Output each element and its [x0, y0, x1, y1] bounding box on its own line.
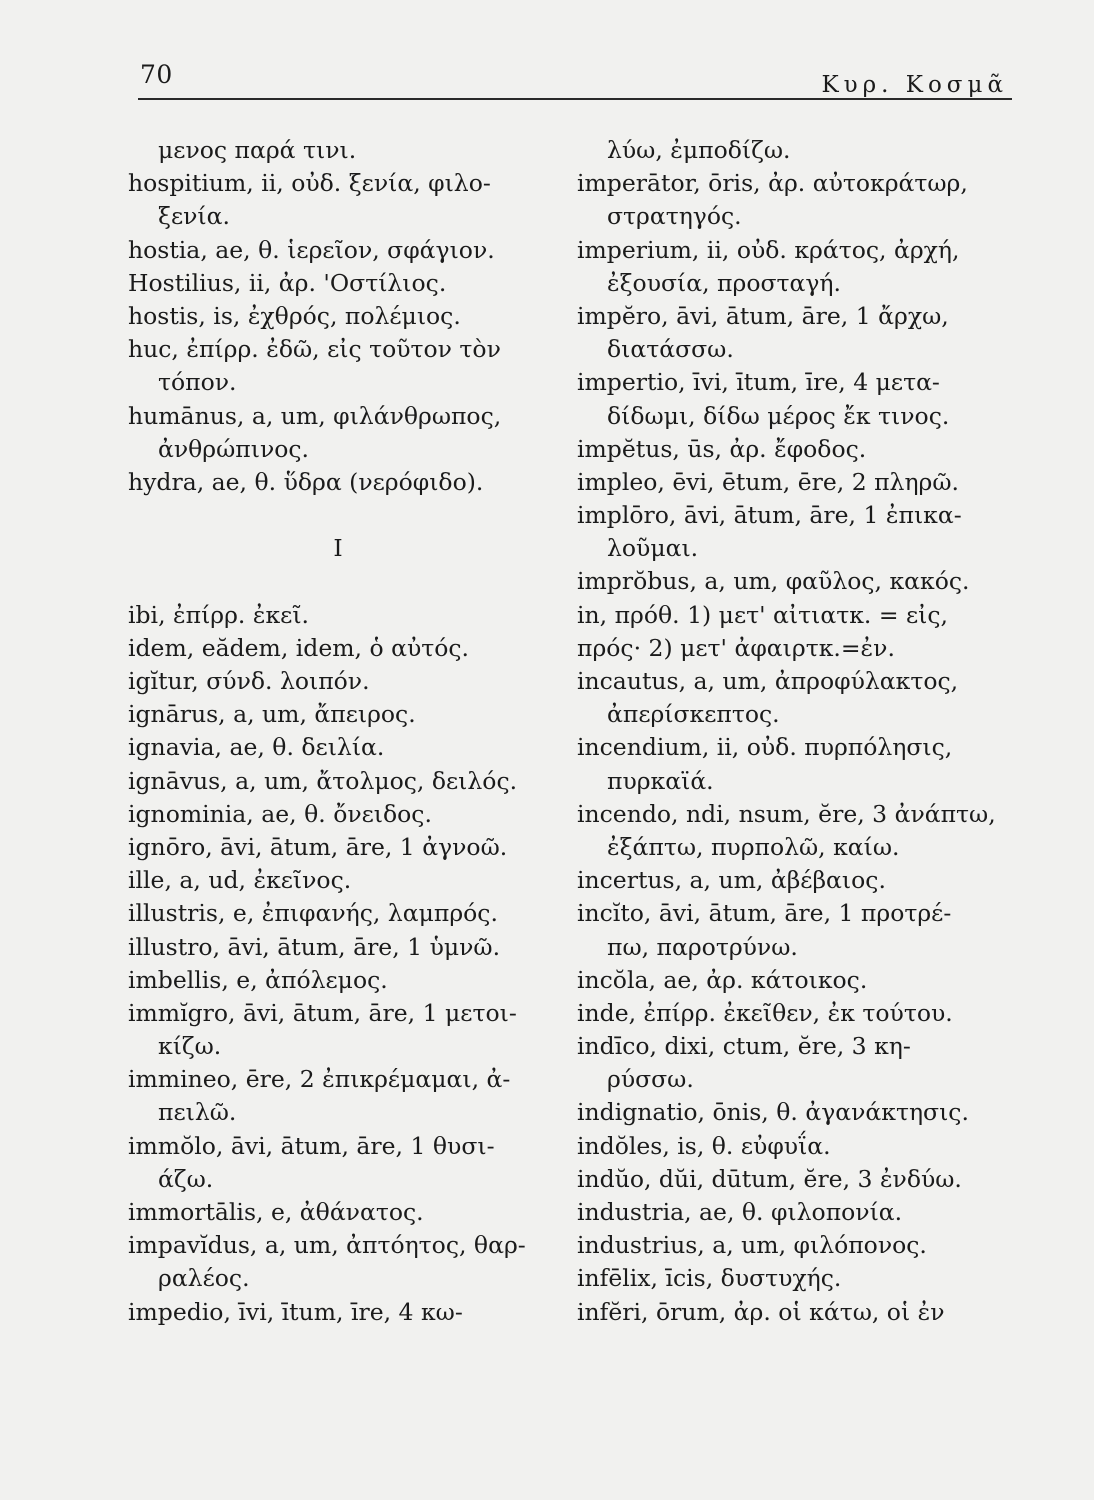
dictionary-entry-line: impedio, īvi, ītum, īre, 4 κω-	[128, 1297, 463, 1326]
section-gap	[128, 499, 568, 532]
dictionary-entry-line: imbellis, e, ἀπόλεμος.	[128, 965, 388, 994]
dictionary-entry-line: δίδωμι, δίδω μέρος ἔκ τινος.	[607, 401, 950, 430]
dictionary-entry-line: ἐξουσία, προσταγή.	[607, 268, 841, 297]
dictionary-entry-line: huc, ἐπίρρ. ἐδῶ, εἰς τοῦτον τὸν	[128, 335, 501, 364]
dictionary-entry-line: πω, παροτρύνω.	[607, 932, 798, 961]
dictionary-entry-line: humānus, a, um, φιλάνθρωπος,	[128, 401, 502, 430]
dictionary-entry-line: industrius, a, um, φιλόπονος.	[577, 1231, 927, 1260]
dictionary-entry-line: μενος παρά τινι.	[158, 136, 357, 164]
dictionary-entry-line: ραλέος.	[158, 1264, 250, 1293]
dictionary-entry-line: ignārus, a, um, ἄπειρος.	[128, 700, 416, 729]
dictionary-entry-line: inde, ἐπίρρ. ἐκεῖθεν, ἐκ τούτου.	[577, 998, 953, 1027]
dictionary-entry-line: Hostilius, ii, ἀρ. 'Οστίλιος.	[128, 268, 447, 297]
dictionary-entry-line: impavĭdus, a, um, ἀπτόητος, θαρ-	[128, 1231, 526, 1260]
dictionary-entry-line: incĭto, āvi, ātum, āre, 1 προτρέ-	[577, 899, 952, 928]
header-rule	[138, 98, 1012, 100]
dictionary-entry-line: hostis, is, ἐχθρός, πολέμιος.	[128, 301, 461, 330]
dictionary-entry-line: immĭgro, āvi, ātum, āre, 1 μετοι-	[128, 998, 517, 1027]
dictionary-entry-line: hostia, ae, θ. ἱερεῖον, σφάγιον.	[128, 235, 495, 264]
dictionary-entry-line: incŏla, ae, ἀρ. κάτοικος.	[577, 965, 868, 994]
dictionary-entry-line: implōro, āvi, ātum, āre, 1 ἐπικα-	[577, 501, 962, 530]
dictionary-entry-line: ignominia, ae, θ. ὄνειδος.	[128, 799, 432, 828]
dictionary-entry-line: indignatio, ōnis, θ. ἀγανάκτησις.	[577, 1098, 969, 1127]
dictionary-entry-line: immortālis, e, ἀθάνατος.	[128, 1198, 424, 1226]
section-gap	[128, 565, 568, 598]
dictionary-entry-line: κίζω.	[158, 1032, 222, 1061]
section-letter: I	[333, 534, 343, 563]
page-number: 70	[140, 60, 173, 89]
dictionary-entry-line: imprŏbus, a, um, φαῦλος, κακός.	[577, 567, 970, 596]
dictionary-entry-line: hydra, ae, θ. ὕδρα (νερόφιδο).	[128, 467, 484, 496]
running-head: Κυρ. Κοσμᾶ	[821, 72, 1008, 98]
dictionary-entry-line: incendo, ndi, nsum, ĕre, 3 ἀνάπτω,	[577, 799, 996, 828]
dictionary-entry-line: ἐξάπτω, πυρπολῶ, καίω.	[607, 832, 900, 861]
dictionary-entry-line: ille, a, ud, ἐκεῖνος.	[128, 866, 352, 895]
dictionary-entry-line: infĕri, ōrum, ἀρ. οἱ κάτω, οἱ ἐν	[577, 1297, 945, 1326]
dictionary-entry-line: immŏlo, āvi, ātum, āre, 1 θυσι-	[128, 1131, 495, 1160]
dictionary-entry-line: industria, ae, θ. φιλοπονία.	[577, 1198, 903, 1226]
dictionary-entry-line: ξενία.	[158, 202, 230, 231]
dictionary-entry-line: indīco, dixi, ctum, ĕre, 3 κη-	[577, 1032, 911, 1061]
dictionary-entry-line: πειλῶ.	[158, 1098, 237, 1127]
dictionary-entry-line: ignōro, āvi, ātum, āre, 1 ἀγνοῶ.	[128, 832, 508, 861]
dictionary-entry-line: immineo, ēre, 2 ἐπικρέμαμαι, ἀ-	[128, 1065, 511, 1094]
dictionary-entry-line: ignāvus, a, um, ἄτολμος, δειλός.	[128, 766, 518, 795]
dictionary-entry-line: incertus, a, um, ἀβέβαιος.	[577, 866, 886, 895]
dictionary-entry-line: ἀνθρώπινος.	[158, 434, 310, 463]
dictionary-entry-line: τόπον.	[158, 368, 237, 397]
dictionary-entry-line: illustro, āvi, ātum, āre, 1 ὑμνῶ.	[128, 932, 501, 961]
left-column	[128, 134, 568, 1329]
dictionary-entry-line: illustris, e, ἐπιφανής, λαμπρός.	[128, 899, 498, 928]
dictionary-entry-line: indŏles, is, θ. εὐφυΐα.	[577, 1131, 831, 1160]
dictionary-entry-line: in, πρόθ. 1) μετ' αἰτιατκ. = εἰς,	[577, 600, 949, 629]
dictionary-entry-line: πρός· 2) μετ' ἀφαιρτκ.=ἐν.	[577, 633, 895, 662]
dictionary-entry-line: impleo, ēvi, ētum, ēre, 2 πληρῶ.	[577, 467, 959, 496]
dictionary-entry-line: impĕtus, ūs, ἀρ. ἔφοδος.	[577, 434, 867, 463]
dictionary-entry-line: imperium, ii, οὐδ. κράτος, ἀρχή,	[577, 235, 960, 264]
dictionary-entry-line: λοῦμαι.	[607, 534, 699, 563]
dictionary-entry-line: impĕro, āvi, ātum, āre, 1 ἄρχω,	[577, 301, 949, 330]
dictionary-entry-line: ignavia, ae, θ. δειλία.	[128, 733, 385, 762]
dictionary-entry-line: άζω.	[158, 1164, 214, 1193]
dictionary-entry-line: imperātor, ōris, ἀρ. αὐτοκράτωρ,	[577, 169, 968, 198]
dictionary-entry-line: λύω, ἐμποδίζω.	[607, 136, 791, 164]
dictionary-entry-line: indŭo, dŭi, dūtum, ĕre, 3 ἐνδύω.	[577, 1164, 962, 1193]
dictionary-entry-line: impertio, īvi, ītum, īre, 4 μετα-	[577, 368, 940, 397]
dictionary-entry-line: ibi, ἐπίρρ. ἐκεῖ.	[128, 600, 310, 629]
dictionary-entry-line: igĭtur, σύνδ. λοιπόν.	[128, 667, 370, 695]
dictionary-entry-line: incautus, a, um, ἀπροφύλακτος,	[577, 667, 959, 695]
dictionary-entry-line: infēlix, īcis, δυστυχής.	[577, 1264, 842, 1293]
dictionary-entry-line: διατάσσω.	[607, 335, 734, 364]
right-column	[577, 134, 1017, 1329]
dictionary-entry-line: στρατηγός.	[607, 202, 742, 231]
dictionary-entry-line: πυρκαϊά.	[607, 766, 714, 795]
dictionary-entry-line: ἀπερίσκεπτος.	[607, 700, 780, 729]
dictionary-entry-line: hospitium, ii, οὐδ. ξενία, φιλο-	[128, 169, 491, 198]
dictionary-entry-line: ρύσσω.	[607, 1065, 694, 1094]
dictionary-entry-line: incendium, ii, οὐδ. πυρπόλησις,	[577, 733, 953, 762]
dictionary-entry-line: idem, eădem, idem, ὁ αὐτός.	[128, 633, 470, 662]
